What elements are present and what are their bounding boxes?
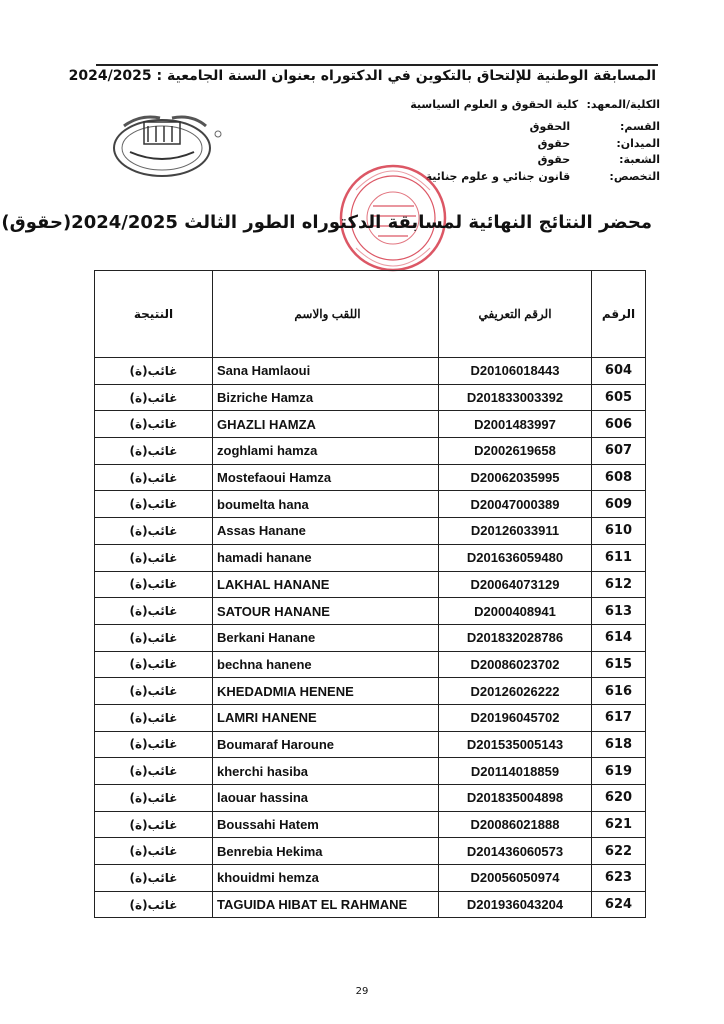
row-result: غائب(ة): [95, 411, 213, 438]
row-id: D201832028786: [439, 624, 592, 651]
row-number: 616: [592, 678, 646, 705]
meta-faculty: [410, 98, 660, 111]
row-name: Boussahi Hatem: [213, 811, 439, 838]
row-number: 618: [592, 731, 646, 758]
row-name: LAMRI HANENE: [213, 704, 439, 731]
branch-label: الشعبة:: [619, 153, 660, 166]
row-id: D201835004898: [439, 785, 592, 812]
row-id: D20086021888: [439, 811, 592, 838]
row-id: D20056050974: [439, 865, 592, 892]
table-row: [95, 411, 646, 438]
row-id: D201535005143: [439, 731, 592, 758]
top-rule: [96, 64, 658, 66]
field-label: الميدان:: [616, 137, 660, 150]
row-result: غائب(ة): [95, 678, 213, 705]
row-result: غائب(ة): [95, 758, 213, 785]
row-number: 611: [592, 544, 646, 571]
table-row: [95, 891, 646, 918]
row-result: غائب(ة): [95, 384, 213, 411]
row-result: غائب(ة): [95, 571, 213, 598]
row-name: Mostefaoui Hamza: [213, 464, 439, 491]
row-name: SATOUR HANANE: [213, 598, 439, 625]
row-name: Sana Hamlaoui: [213, 358, 439, 385]
meta-branch: [538, 153, 660, 166]
branch-value: حقوق: [537, 153, 571, 166]
row-number: 619: [592, 758, 646, 785]
table-row: [95, 384, 646, 411]
table-row: [95, 758, 646, 785]
row-number: 604: [592, 358, 646, 385]
faculty-value: كلية الحقوق و العلوم السياسية: [410, 98, 579, 111]
row-name: boumelta hana: [213, 491, 439, 518]
row-number: 610: [592, 518, 646, 545]
row-number: 620: [592, 785, 646, 812]
row-number: 622: [592, 838, 646, 865]
row-id: D201833003392: [439, 384, 592, 411]
row-id: D20196045702: [439, 704, 592, 731]
row-result: غائب(ة): [95, 358, 213, 385]
row-id: D20064073129: [439, 571, 592, 598]
row-name: Boumaraf Haroune: [213, 731, 439, 758]
row-name: bechna hanene: [213, 651, 439, 678]
meta-department: [530, 120, 660, 133]
row-result: غائب(ة): [95, 811, 213, 838]
row-result: غائب(ة): [95, 518, 213, 545]
row-id: D201436060573: [439, 838, 592, 865]
table-row: [95, 464, 646, 491]
row-result: غائب(ة): [95, 624, 213, 651]
row-id: D20106018443: [439, 358, 592, 385]
row-name: Benrebia Hekima: [213, 838, 439, 865]
row-result: غائب(ة): [95, 651, 213, 678]
meta-specialty: [426, 170, 660, 183]
faculty-label: الكلية/المعهد:: [586, 98, 660, 111]
header-name: اللقب والاسم: [213, 271, 439, 358]
table-row: [95, 811, 646, 838]
header-title: المسابقة الوطنية للإلتحاق بالتكوين في الدكتوراه بعنوان السنة الجامعية : 2024/2025: [68, 68, 656, 84]
university-logo-icon: [110, 108, 228, 182]
results-table: [94, 270, 646, 918]
page-number: 29: [355, 986, 369, 997]
row-result: غائب(ة): [95, 891, 213, 918]
row-name: hamadi hanane: [213, 544, 439, 571]
document-title: محضر النتائج النهائية لمسابقة الدكتوراه الطور الثالث 2024/2025(حقوق): [1, 212, 652, 233]
row-name: khouidmi hemza: [213, 865, 439, 892]
row-number: 605: [592, 384, 646, 411]
header-result: النتيجة: [95, 271, 213, 358]
row-number: 608: [592, 464, 646, 491]
row-number: 617: [592, 704, 646, 731]
row-result: غائب(ة): [95, 491, 213, 518]
row-number: 615: [592, 651, 646, 678]
header-number: الرقم: [592, 271, 646, 358]
row-name: KHEDADMIA HENENE: [213, 678, 439, 705]
row-result: غائب(ة): [95, 438, 213, 465]
table-row: [95, 491, 646, 518]
table-row: [95, 838, 646, 865]
row-number: 609: [592, 491, 646, 518]
row-name: zoghlami hamza: [213, 438, 439, 465]
row-id: D20126033911: [439, 518, 592, 545]
row-name: Bizriche Hamza: [213, 384, 439, 411]
row-result: غائب(ة): [95, 464, 213, 491]
department-value: الحقوق: [529, 120, 571, 133]
row-id: D20062035995: [439, 464, 592, 491]
row-id: D2002619658: [439, 438, 592, 465]
table-row: [95, 358, 646, 385]
row-result: غائب(ة): [95, 838, 213, 865]
row-number: 624: [592, 891, 646, 918]
row-id: D201636059480: [439, 544, 592, 571]
row-id: D20047000389: [439, 491, 592, 518]
specialty-label: التخصص:: [609, 170, 660, 183]
row-result: غائب(ة): [95, 544, 213, 571]
row-number: 612: [592, 571, 646, 598]
table-row: [95, 865, 646, 892]
row-result: غائب(ة): [95, 598, 213, 625]
row-name: kherchi hasiba: [213, 758, 439, 785]
specialty-value: قانون جنائي و علوم جنائية: [425, 170, 571, 183]
header-id: الرقم التعريفي: [439, 271, 592, 358]
table-row: [95, 678, 646, 705]
row-id: D2001483997: [439, 411, 592, 438]
row-number: 614: [592, 624, 646, 651]
row-id: D20114018859: [439, 758, 592, 785]
table-row: [95, 438, 646, 465]
row-id: D20086023702: [439, 651, 592, 678]
row-result: غائب(ة): [95, 704, 213, 731]
table-row: [95, 571, 646, 598]
meta-field: [538, 137, 660, 150]
row-name: Berkani Hanane: [213, 624, 439, 651]
row-id: D201936043204: [439, 891, 592, 918]
department-label: القسم:: [619, 120, 660, 133]
row-result: غائب(ة): [95, 731, 213, 758]
table-header-row: [95, 271, 646, 358]
row-name: Assas Hanane: [213, 518, 439, 545]
row-id: D2000408941: [439, 598, 592, 625]
row-number: 621: [592, 811, 646, 838]
row-name: TAGUIDA HIBAT EL RAHMANE: [213, 891, 439, 918]
row-name: GHAZLI HAMZA: [213, 411, 439, 438]
table-row: [95, 544, 646, 571]
row-number: 623: [592, 865, 646, 892]
table-row: [95, 785, 646, 812]
table-row: [95, 731, 646, 758]
row-name: laouar hassina: [213, 785, 439, 812]
table-row: [95, 651, 646, 678]
table-row: [95, 518, 646, 545]
row-result: غائب(ة): [95, 785, 213, 812]
row-number: 607: [592, 438, 646, 465]
field-value: حقوق: [537, 137, 571, 150]
table-row: [95, 598, 646, 625]
table-row: [95, 704, 646, 731]
row-number: 606: [592, 411, 646, 438]
row-number: 613: [592, 598, 646, 625]
table-row: [95, 624, 646, 651]
row-result: غائب(ة): [95, 865, 213, 892]
row-id: D20126026222: [439, 678, 592, 705]
row-name: LAKHAL HANANE: [213, 571, 439, 598]
